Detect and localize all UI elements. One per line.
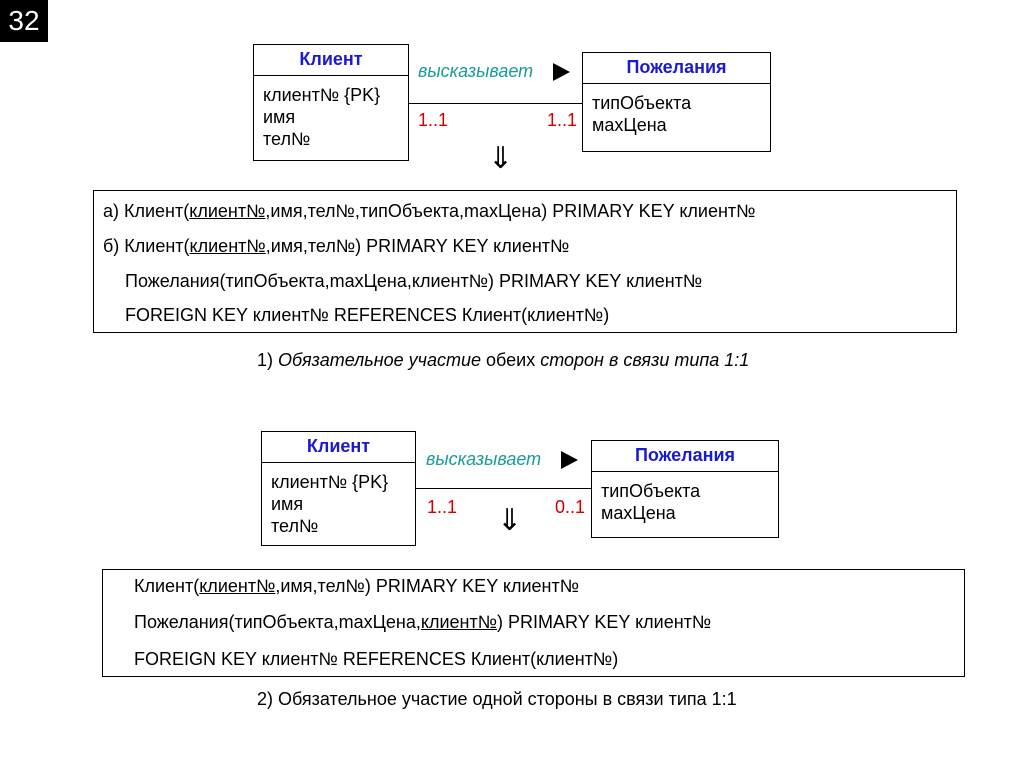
relations-box-1	[93, 190, 957, 333]
multiplicity-right: 1..1	[547, 110, 578, 130]
entity-wishes-2	[591, 440, 779, 538]
attribute: махЦена	[592, 115, 667, 135]
relationship-line	[416, 488, 591, 489]
entity-client-1	[253, 44, 409, 161]
relations-box-2	[102, 569, 965, 677]
primary-key: клиент№	[420, 612, 498, 632]
relationship-label: высказывает	[426, 449, 542, 469]
relation-line-c: FOREIGN KEY клиент№ REFERENCES Клиент(клиент№)	[134, 649, 619, 669]
attribute: тел№	[263, 129, 311, 149]
implies-icon: ⇓	[497, 504, 523, 537]
attribute: клиент№ {PK}	[271, 472, 389, 492]
entity-wishes-1	[582, 52, 771, 152]
attribute: клиент№ {PK}	[263, 85, 381, 105]
relation-line-a: Клиент(клиент№,имя,тел№) PRIMARY KEY клиент№	[134, 576, 580, 596]
primary-key: клиент№	[189, 236, 266, 256]
entity-attributes	[254, 76, 408, 150]
slide-number: 32	[0, 0, 48, 42]
entity-client-2	[261, 431, 416, 546]
relation-line-b: б) Клиент(клиент№,имя,тел№) PRIMARY KEY клиент№	[103, 236, 570, 256]
attribute: имя	[263, 107, 296, 127]
primary-key: клиент№	[189, 201, 266, 221]
attribute: типОбъекта	[592, 93, 692, 113]
primary-key: клиент№	[199, 576, 276, 596]
entity-attributes	[592, 472, 778, 524]
relation-line-b: Пожелания(типОбъекта,maxЦена,клиент№) PRIMARY KEY клиент№	[134, 612, 712, 632]
attribute: типОбъекта	[601, 481, 701, 501]
entity-title: Пожелания	[592, 441, 778, 472]
multiplicity-right: 0..1	[555, 497, 586, 517]
relationship-line	[409, 103, 582, 104]
relation-line-a: а) Клиент(клиент№,имя,тел№,типОбъекта,maxЦена) PRIMARY KEY клиент№	[103, 201, 756, 221]
entity-attributes	[583, 84, 770, 136]
attribute: тел№	[271, 516, 319, 536]
multiplicity-left: 1..1	[427, 497, 458, 517]
attribute: имя	[271, 494, 304, 514]
relation-line-c: Пожелания(типОбъекта,maxЦена,клиент№) PRIMARY KEY клиент№	[125, 271, 703, 291]
relation-line-d: FOREIGN KEY клиент№ REFERENCES Клиент(клиент№)	[125, 305, 610, 325]
multiplicity-left: 1..1	[418, 110, 449, 130]
attribute: махЦена	[601, 503, 676, 523]
direction-arrow-icon	[553, 63, 570, 81]
entity-title: Клиент	[262, 432, 415, 463]
entity-title: Пожелания	[583, 53, 770, 84]
caption-1: 1) Обязательное участие обеих сторон в связи типа 1:1	[257, 350, 750, 370]
entity-title: Клиент	[254, 45, 408, 76]
entity-attributes	[262, 463, 415, 537]
implies-icon: ⇓	[488, 142, 514, 175]
caption-2: 2) Обязательное участие одной стороны в связи типа 1:1	[257, 689, 737, 709]
relationship-label: высказывает	[418, 61, 534, 81]
direction-arrow-icon	[561, 451, 578, 469]
